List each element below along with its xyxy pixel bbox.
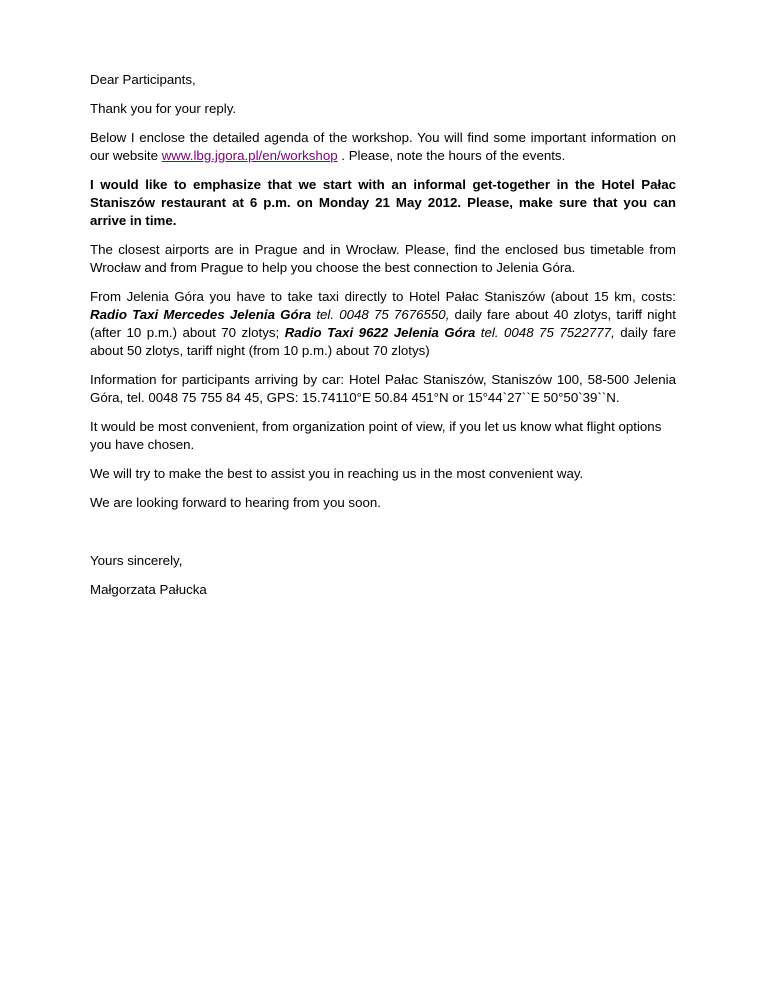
taxi1-name: Radio Taxi Mercedes Jelenia Góra: [90, 307, 312, 322]
greeting: Dear Participants,: [90, 72, 196, 87]
agenda-paragraph: [90, 129, 676, 165]
taxi2-fares: daily fare about 50 zlotys, tariff night (from 10 p.m.) about 70 zlotys): [90, 325, 676, 358]
looking-forward-paragraph: We are looking forward to hearing from you soon.: [90, 495, 381, 510]
flight-options-paragraph: It would be most convenient, from organization point of view, if you let us know what flight options you have chosen.: [90, 419, 662, 452]
agenda-text-after-link: . Please, note the hours of the events.: [337, 148, 566, 163]
closing-spacer: [90, 523, 676, 552]
taxi-intro: From Jelenia Góra you have to take taxi directly to Hotel Pałac Staniszów (about 15 km, costs:: [90, 289, 676, 304]
taxi-paragraph: [90, 288, 676, 360]
signature: Małgorzata Pałucka: [90, 582, 207, 597]
emphasis-paragraph: I would like to emphasize that we start with an informal get-together in the Hotel Pałac Staniszów restaurant at 6 p.m. on Monday 21 May 2012. Please, make sure that you can arrive in time.: [90, 177, 676, 228]
taxi2-phone: tel. 0048 75 7522777,: [475, 325, 615, 340]
assist-paragraph: We will try to make the best to assist you in reaching us in the most convenient way.: [90, 466, 584, 481]
thanks-paragraph: Thank you for your reply.: [90, 101, 237, 116]
agenda-text-before-link: Below I enclose the detailed agenda of the workshop. You will find some important information on our website: [90, 130, 676, 163]
taxi1-fares: daily fare about 40 zlotys, tariff night (after 10 p.m.) about 70 zlotys;: [90, 307, 676, 340]
workshop-website-link[interactable]: www.lbg.jgora.pl/en/workshop: [161, 148, 338, 163]
airports-paragraph: The closest airports are in Prague and in Wrocław. Please, find the enclosed bus timetable from Wrocław and from Prague to help you choose the best connection to Jelenia Góra.: [90, 242, 676, 275]
letter-body: [90, 71, 676, 610]
closing-line: Yours sincerely,: [90, 553, 183, 568]
taxi1-phone: tel. 0048 75 7676550,: [311, 307, 450, 322]
taxi2-name: Radio Taxi 9622 Jelenia Góra: [284, 325, 476, 340]
car-info-paragraph: Information for participants arriving by car: Hotel Pałac Staniszów, Staniszów 100, 58-500 Jelenia Góra, tel. 0048 75 755 84 45, GPS: 15.74110°E 50.84 451°N or 15°44`27``E 50°50`39``N.: [90, 372, 676, 405]
